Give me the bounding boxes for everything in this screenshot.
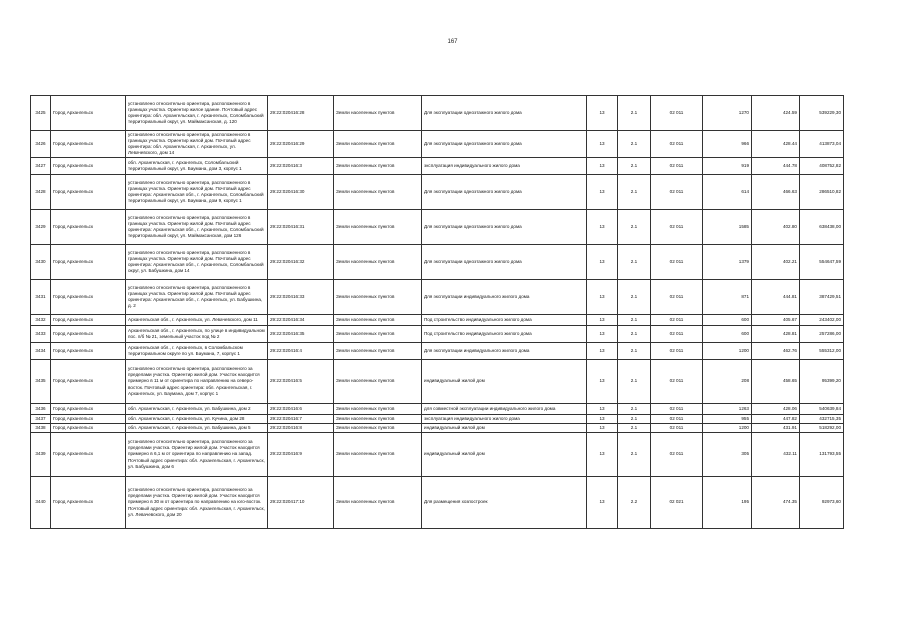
row-address: Архангельская обл., г. Архангельск, ул. Левачевского, дом 11: [126, 315, 268, 326]
row-coefficient: 2.1: [618, 433, 651, 477]
row-cadastral-number: 29:22:020416:29: [268, 131, 334, 158]
row-cadastral-number: 29:22:020416:3: [268, 158, 334, 175]
row-land-category: Земли населенных пунктов: [334, 477, 422, 529]
row-permitted-use: Для эксплуатации одноэтажного жилого дома: [422, 175, 587, 210]
row-land-category: Земли населенных пунктов: [334, 210, 422, 245]
row-zone: 13: [587, 280, 618, 315]
row-cadastral-number: 29:22:020416:5: [268, 360, 334, 404]
row-coefficient: 2.1: [618, 326, 651, 343]
row-coefficient: 2.1: [618, 245, 651, 280]
row-address: обл. Архангельская, г. Архангельск, ул. Бабушкина, дом 2: [126, 404, 268, 415]
row-group-code: 02 011: [651, 175, 703, 210]
row-city: Город Архангельск: [51, 360, 126, 404]
table-row: [31, 210, 844, 245]
row-permitted-use: Для эксплуатации одноэтажного жилого дома: [422, 131, 587, 158]
row-city: Город Архангельск: [51, 315, 126, 326]
row-coefficient: 2.1: [618, 360, 651, 404]
row-city: Город Архангельск: [51, 96, 126, 131]
table-row: [31, 424, 844, 433]
row-cadastral-value: 95399,20: [800, 360, 844, 404]
row-specific-value: 428.44: [752, 131, 800, 158]
row-cadastral-number: 29:22:020416:8: [268, 424, 334, 433]
table-row: [31, 343, 844, 360]
row-cadastral-number: 29:22:020416:9: [268, 433, 334, 477]
row-cadastral-value: 286510,82: [800, 175, 844, 210]
row-land-category: Земли населенных пунктов: [334, 158, 422, 175]
table-row: [31, 175, 844, 210]
row-specific-value: 428.06: [752, 404, 800, 415]
row-coefficient: 2.1: [618, 96, 651, 131]
row-specific-value: 428.81: [752, 326, 800, 343]
row-cadastral-value: 413873,04: [800, 131, 844, 158]
row-address: установлено относительно ориентира, расположенного в границах участка. Ориентир жилой дом. Почтовый адрес ориентира: Архангельская обл., г. Архангельск, Соломбальский территориальный округ, ул. Маймаксанская, дом 126: [126, 210, 268, 245]
row-area: 1200: [703, 424, 752, 433]
row-cadastral-number: 29:22:020416:31: [268, 210, 334, 245]
row-zone: 13: [587, 360, 618, 404]
page-number: 167: [447, 39, 458, 45]
row-zone: 13: [587, 210, 618, 245]
row-cadastral-number: 29:22:020416:32: [268, 245, 334, 280]
table-row: [31, 131, 844, 158]
row-cadastral-value: 92973,60: [800, 477, 844, 529]
row-specific-value: 431.91: [752, 424, 800, 433]
row-area: 955: [703, 415, 752, 424]
row-group-code: 02 011: [651, 360, 703, 404]
row-group-code: 02 011: [651, 158, 703, 175]
table-body: [31, 96, 844, 529]
row-city: Город Архангельск: [51, 210, 126, 245]
row-cadastral-number: 29:22:020416:34: [268, 315, 334, 326]
row-land-category: Земли населенных пунктов: [334, 404, 422, 415]
row-number: 3432: [31, 315, 51, 326]
row-group-code: 02 011: [651, 245, 703, 280]
row-cadastral-value: 257286,00: [800, 326, 844, 343]
row-cadastral-value: 131793,55: [800, 433, 844, 477]
table-row: [31, 360, 844, 404]
row-city: Город Архангельск: [51, 415, 126, 424]
row-group-code: 02 011: [651, 210, 703, 245]
row-specific-value: 424.59: [752, 96, 800, 131]
row-permitted-use: Для эксплуатации индивидуального жилого дома: [422, 280, 587, 315]
row-zone: 13: [587, 404, 618, 415]
row-zone: 13: [587, 343, 618, 360]
row-area: 305: [703, 433, 752, 477]
row-address: установлено относительно ориентира, расположенного в границах участка. Ориентир жилой дом. Почтовый адрес ориентира: Архангельская обл., г. Архангельск, Соломбальский округ, ул. Бабушкина, дом 14: [126, 245, 268, 280]
row-specific-value: 474.35: [752, 477, 800, 529]
row-land-category: Земли населенных пунктов: [334, 245, 422, 280]
row-address: обл. Архангельская, г. Архангельск, ул. Кучина, дом 28: [126, 415, 268, 424]
row-number: 3429: [31, 210, 51, 245]
row-group-code: 02 011: [651, 343, 703, 360]
row-specific-value: 462.76: [752, 343, 800, 360]
row-coefficient: 2.1: [618, 280, 651, 315]
row-number: 3430: [31, 245, 51, 280]
row-city: Город Архангельск: [51, 477, 126, 529]
row-land-category: Земли населенных пунктов: [334, 343, 422, 360]
row-group-code: 02 011: [651, 424, 703, 433]
row-group-code: 02 011: [651, 415, 703, 424]
row-cadastral-number: 29:22:020416:28: [268, 96, 334, 131]
row-address: установлено относительно ориентира, расположенного за пределами участка. Ориентир жилой дом. Участок находится примерно в 30 м от ориентира по направлению на юго-восток. Почтовый адрес ориентира: обл. Архангельская, г. Архангельск, ул. Левачевского, дом 20: [126, 477, 268, 529]
row-coefficient: 2.1: [618, 158, 651, 175]
row-cadastral-number: 29:22:020416:35: [268, 326, 334, 343]
row-cadastral-value: 554647,59: [800, 245, 844, 280]
row-land-category: Земли населенных пунктов: [334, 424, 422, 433]
row-number: 3434: [31, 343, 51, 360]
row-permitted-use: Для размещения хозпостроек: [422, 477, 587, 529]
row-city: Город Архангельск: [51, 158, 126, 175]
table-row: [31, 326, 844, 343]
row-city: Город Архангельск: [51, 245, 126, 280]
row-zone: 13: [587, 326, 618, 343]
row-zone: 13: [587, 315, 618, 326]
row-cadastral-value: 539229,30: [800, 96, 844, 131]
row-group-code: 02 011: [651, 326, 703, 343]
row-coefficient: 2.1: [618, 415, 651, 424]
row-cadastral-number: 29:22:020417:10: [268, 477, 334, 529]
row-coefficient: 2.1: [618, 131, 651, 158]
row-cadastral-value: 540639,84: [800, 404, 844, 415]
row-specific-value: 402.80: [752, 210, 800, 245]
row-cadastral-number: 29:22:020416:4: [268, 343, 334, 360]
row-address: Архангельская обл., г. Архангельск, в Соломбальском территориальном округе по ул. Баумана, 7, корпус 1: [126, 343, 268, 360]
row-permitted-use: индивидуальный жилой дом: [422, 433, 587, 477]
row-address: установлено относительно ориентира, расположенного за пределами участка. Ориентир жилой дом. Участок находится примерно в 6,1 м от ориентира по направлению на запад. Почтовый адрес ориентира: обл. Архангельская, г. Архангельск, ул. Бабушкина, дом 6: [126, 433, 268, 477]
row-city: Город Архангельск: [51, 175, 126, 210]
row-group-code: 02 021: [651, 477, 703, 529]
row-zone: 13: [587, 131, 618, 158]
row-address: установлено относительно ориентира, расположенного в границах участка. Ориентир жилой дом. Почтовый адрес ориентира: Архангельская обл., г. Архангельск, Соломбальский территориальный округ, ул. Баумана, дом 9, корпус 1: [126, 175, 268, 210]
row-city: Город Архангельск: [51, 280, 126, 315]
row-land-category: Земли населенных пунктов: [334, 280, 422, 315]
row-city: Город Архангельск: [51, 343, 126, 360]
row-area: 1200: [703, 343, 752, 360]
cadastral-value-table: [30, 95, 844, 529]
row-specific-value: 402.21: [752, 245, 800, 280]
row-permitted-use: эксплуатация индивидуального жилого дома: [422, 415, 587, 424]
row-cadastral-value: 518292,00: [800, 424, 844, 433]
row-number: 3425: [31, 96, 51, 131]
row-cadastral-number: 29:22:020416:7: [268, 415, 334, 424]
row-number: 3435: [31, 360, 51, 404]
row-city: Город Архангельск: [51, 326, 126, 343]
row-zone: 13: [587, 245, 618, 280]
row-number: 3437: [31, 415, 51, 424]
row-cadastral-value: 243402,00: [800, 315, 844, 326]
row-area: 195: [703, 477, 752, 529]
row-address: установлено относительно ориентира, расположенного в границах участка. Ориентир жилой дом. Почтовый адрес ориентира: обл. Архангельская, г. Архангельск, ул. Левачевского, дом 14: [126, 131, 268, 158]
table-row: [31, 477, 844, 529]
row-land-category: Земли населенных пунктов: [334, 415, 422, 424]
row-land-category: Земли населенных пунктов: [334, 326, 422, 343]
row-permitted-use: Для эксплуатации одноэтажного жилого дома: [422, 96, 587, 131]
row-address: Архангельская обл., г. Архангельск, по улице в индивидуальном пос. п/б № 21, земельный участок под № 2: [126, 326, 268, 343]
row-zone: 13: [587, 175, 618, 210]
row-permitted-use: эксплуатация индивидуального жилого дома: [422, 158, 587, 175]
row-specific-value: 447.82: [752, 415, 800, 424]
row-cadastral-value: 408752,82: [800, 158, 844, 175]
row-specific-value: 466.63: [752, 175, 800, 210]
table-row: [31, 315, 844, 326]
row-coefficient: 2.1: [618, 210, 651, 245]
row-group-code: 02 011: [651, 433, 703, 477]
row-area: 1263: [703, 404, 752, 415]
row-permitted-use: индивидуальный жилой дом: [422, 424, 587, 433]
table-row: [31, 245, 844, 280]
row-coefficient: 2.2: [618, 477, 651, 529]
row-number: 3426: [31, 131, 51, 158]
row-permitted-use: Под строительство индивидуального жилого дома: [422, 326, 587, 343]
row-cadastral-value: 555312,00: [800, 343, 844, 360]
row-permitted-use: Для эксплуатации индивидуального жилого дома: [422, 343, 587, 360]
row-coefficient: 2.1: [618, 175, 651, 210]
row-coefficient: 2.1: [618, 343, 651, 360]
row-area: 1585: [703, 210, 752, 245]
row-coefficient: 2.1: [618, 315, 651, 326]
table-row: [31, 433, 844, 477]
row-cadastral-number: 29:22:020416:6: [268, 404, 334, 415]
row-specific-value: 444.78: [752, 158, 800, 175]
row-cadastral-value: 432715,35: [800, 415, 844, 424]
row-number: 3433: [31, 326, 51, 343]
row-cadastral-value: 638438,00: [800, 210, 844, 245]
row-group-code: 02 011: [651, 404, 703, 415]
row-group-code: 02 011: [651, 131, 703, 158]
row-land-category: Земли населенных пунктов: [334, 360, 422, 404]
row-zone: 13: [587, 415, 618, 424]
row-city: Город Архангельск: [51, 424, 126, 433]
table-row: [31, 415, 844, 424]
row-city: Город Архангельск: [51, 131, 126, 158]
row-city: Город Архангельск: [51, 404, 126, 415]
row-group-code: 02 011: [651, 96, 703, 131]
row-number: 3436: [31, 404, 51, 415]
row-zone: 13: [587, 477, 618, 529]
row-address: установлено относительно ориентира, расположенного в границах участка. Ориентир жилое здание. Почтовый адрес ориентира: обл. Архангельская, г. Архангельск, Соломбальский территориальный округ, ул. Маймаксанская, д. 120: [126, 96, 268, 131]
row-address: обл. Архангельская, г. Архангельск, ул. Бабушкина, дом 5: [126, 424, 268, 433]
row-number: 3427: [31, 158, 51, 175]
table-row: [31, 280, 844, 315]
row-cadastral-value: 387429,51: [800, 280, 844, 315]
table-row: [31, 404, 844, 415]
table-row: [31, 96, 844, 131]
row-zone: 13: [587, 96, 618, 131]
row-area: 1270: [703, 96, 752, 131]
row-city: Город Архангельск: [51, 433, 126, 477]
row-land-category: Земли населенных пунктов: [334, 96, 422, 131]
row-area: 600: [703, 326, 752, 343]
row-coefficient: 2.1: [618, 424, 651, 433]
row-land-category: Земли населенных пунктов: [334, 175, 422, 210]
row-permitted-use: Для эксплуатации одноэтажного жилого дома: [422, 210, 587, 245]
row-specific-value: 444.81: [752, 280, 800, 315]
row-land-category: Земли населенных пунктов: [334, 433, 422, 477]
row-number: 3440: [31, 477, 51, 529]
row-specific-value: 405.67: [752, 315, 800, 326]
row-area: 600: [703, 315, 752, 326]
row-permitted-use: для совместной эксплуатации индивидуального жилого дома: [422, 404, 587, 415]
row-area: 208: [703, 360, 752, 404]
row-zone: 13: [587, 158, 618, 175]
row-group-code: 02 011: [651, 280, 703, 315]
row-permitted-use: Под строительство индивидуального жилого дома: [422, 315, 587, 326]
row-coefficient: 2.1: [618, 404, 651, 415]
row-land-category: Земли населенных пунктов: [334, 315, 422, 326]
row-land-category: Земли населенных пунктов: [334, 131, 422, 158]
row-area: 1379: [703, 245, 752, 280]
row-area: 919: [703, 158, 752, 175]
table-row: [31, 158, 844, 175]
row-zone: 13: [587, 424, 618, 433]
row-permitted-use: Для эксплуатации одноэтажного жилого дома: [422, 245, 587, 280]
row-group-code: 02 011: [651, 315, 703, 326]
row-cadastral-number: 29:22:020416:33: [268, 280, 334, 315]
row-number: 3431: [31, 280, 51, 315]
row-area: 966: [703, 131, 752, 158]
row-specific-value: 458.65: [752, 360, 800, 404]
row-area: 614: [703, 175, 752, 210]
row-area: 871: [703, 280, 752, 315]
row-zone: 13: [587, 433, 618, 477]
row-number: 3438: [31, 424, 51, 433]
row-number: 3428: [31, 175, 51, 210]
row-cadastral-number: 29:22:020416:30: [268, 175, 334, 210]
row-address: установлено относительно ориентира, расположенного в границах участка. Ориентир жилой дом. Почтовый адрес ориентира: Архангельская обл., г. Архангельск, ул. Бабушкина, д. 2: [126, 280, 268, 315]
row-number: 3439: [31, 433, 51, 477]
row-address: установлено относительно ориентира, расположенного за пределами участка. Ориентир жилой дом. Участок находится примерно в 11 м от ориентира по направлению на северо-восток. Почтовый адрес ориентира: обл. Архангельская, г. Архангельск, ул. Баумана, дом 7, корпус 1: [126, 360, 268, 404]
row-permitted-use: индивидуальный жилой дом: [422, 360, 587, 404]
row-address: обл. Архангельская, г. Архангельск, Соломбальский территориальный округ, ул. Баумана, дом 3, корпус 1: [126, 158, 268, 175]
row-specific-value: 432.11: [752, 433, 800, 477]
